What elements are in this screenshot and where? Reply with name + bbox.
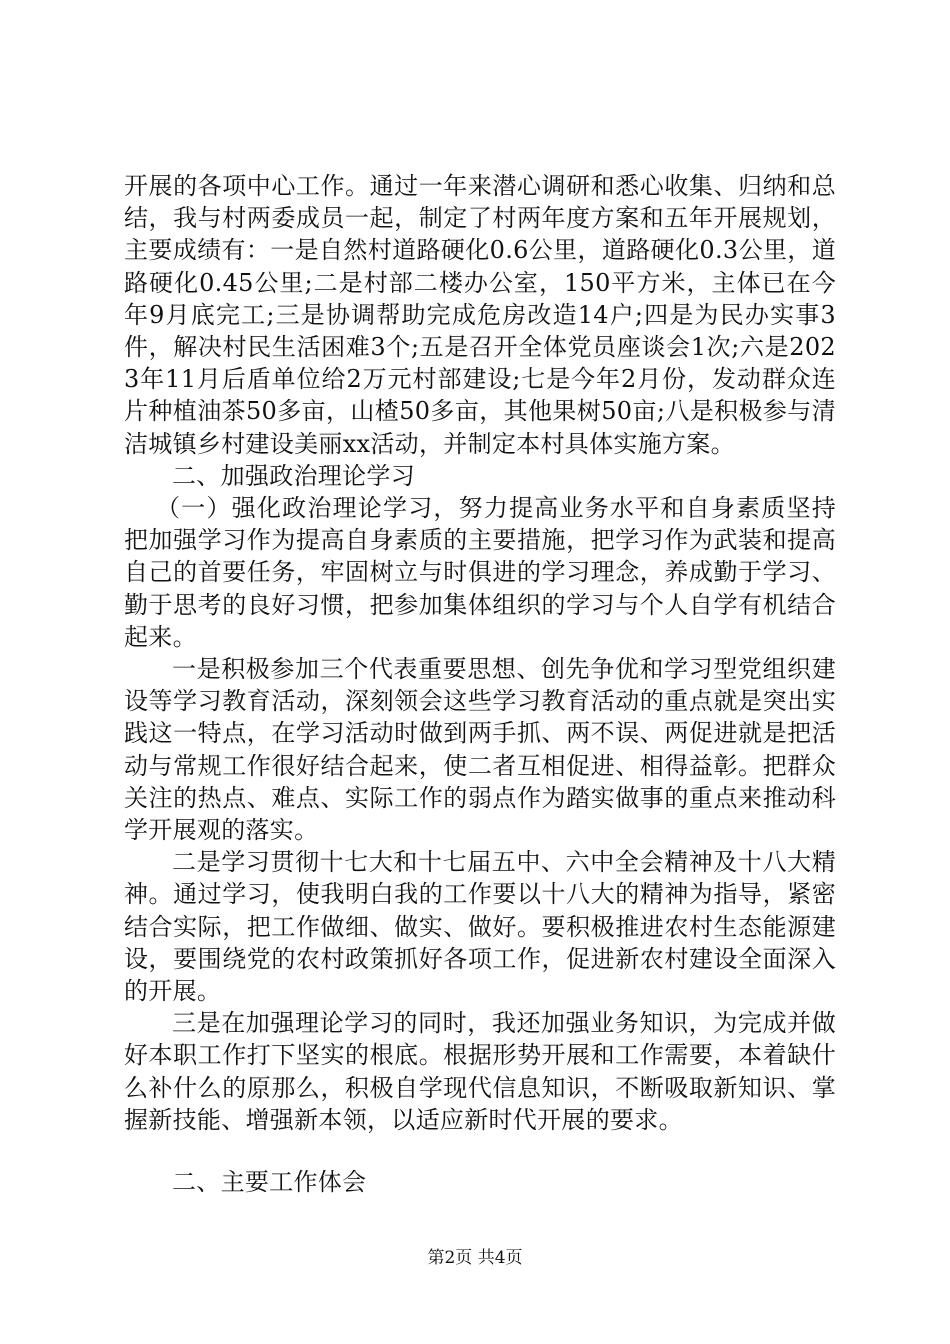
paragraph-point-three: 三是在加强理论学习的同时，我还加强业务知识，为完成并做好本职工作打下坚实的根底。根据形势开展和工作需要，本着缺什么补什么的原那么，积极自学现代信息知识，不断吸取新知识、掌握新技能、增强新本领，以适应新时代开展的要求。 bbox=[124, 1009, 836, 1134]
paragraph-strengthen-study: （一）强化政治理论学习，努力提高业务水平和自身素质坚持把加强学习作为提高自身素质的主要措施，把学习作为武装和提高自己的首要任务，牢固树立与时俱进的学习理念，养成勤于学习、勤于思考的良好习惯，把参加集体组织的学习与个人自学有机结合起来。 bbox=[124, 494, 836, 651]
document-body bbox=[124, 170, 836, 1198]
section-heading-political-study: 二、加强政治理论学习 bbox=[172, 461, 415, 490]
section-heading-work-experience: 二、主要工作体会 bbox=[172, 1168, 367, 1197]
paragraph-work-achievements: 开展的各项中心工作。通过一年来潜心调研和悉心收集、归纳和总结，我与村两委成员一起，制定了村两年度方案和五年开展规划，主要成绩有：一是自然村道路硬化0.6公里，道路硬化0.3公里，道路硬化0.45公里;二是村部二楼办公室，150平方米，主体已在今年9月底完工;三是协调帮助完成危房改造14户;四是为民办实事3件，解决村民生活困难3个;五是召开全体党员座谈会1次;六是2023年11月后盾单位给2万元村部建设;七是今年2月份，发动群众连片种植油茶50多亩，山楂50多亩，其他果树50亩;八是积极参与清洁城镇乡村建设美丽xx活动，并制定本村具体实施方案。 bbox=[124, 172, 836, 458]
paragraph-point-two: 二是学习贯彻十七大和十七届五中、六中全会精神及十八大精神。通过学习，使我明白我的工作要以十八大的精神为指导，紧密结合实际，把工作做细、做实、做好。要积极推进农村生态能源建设，要围绕党的农村政策抓好各项工作，促进新农村建设全面深入的开展。 bbox=[124, 848, 836, 1006]
paragraph-point-one: 一是积极参加三个代表重要思想、创先争优和学习型党组织建设等学习教育活动，深刻领会这些学习教育活动的重点就是突出实践这一特点，在学习活动时做到两手抓、两不误、两促进就是把活动与常规工作很好结合起来，使二者互相促进、相得益彰。把群众关注的热点、难点、实际工作的弱点作为踏实做事的重点来推动科学开展观的落实。 bbox=[124, 655, 836, 845]
page-number-footer: 第2页 共4页 bbox=[427, 1248, 523, 1268]
